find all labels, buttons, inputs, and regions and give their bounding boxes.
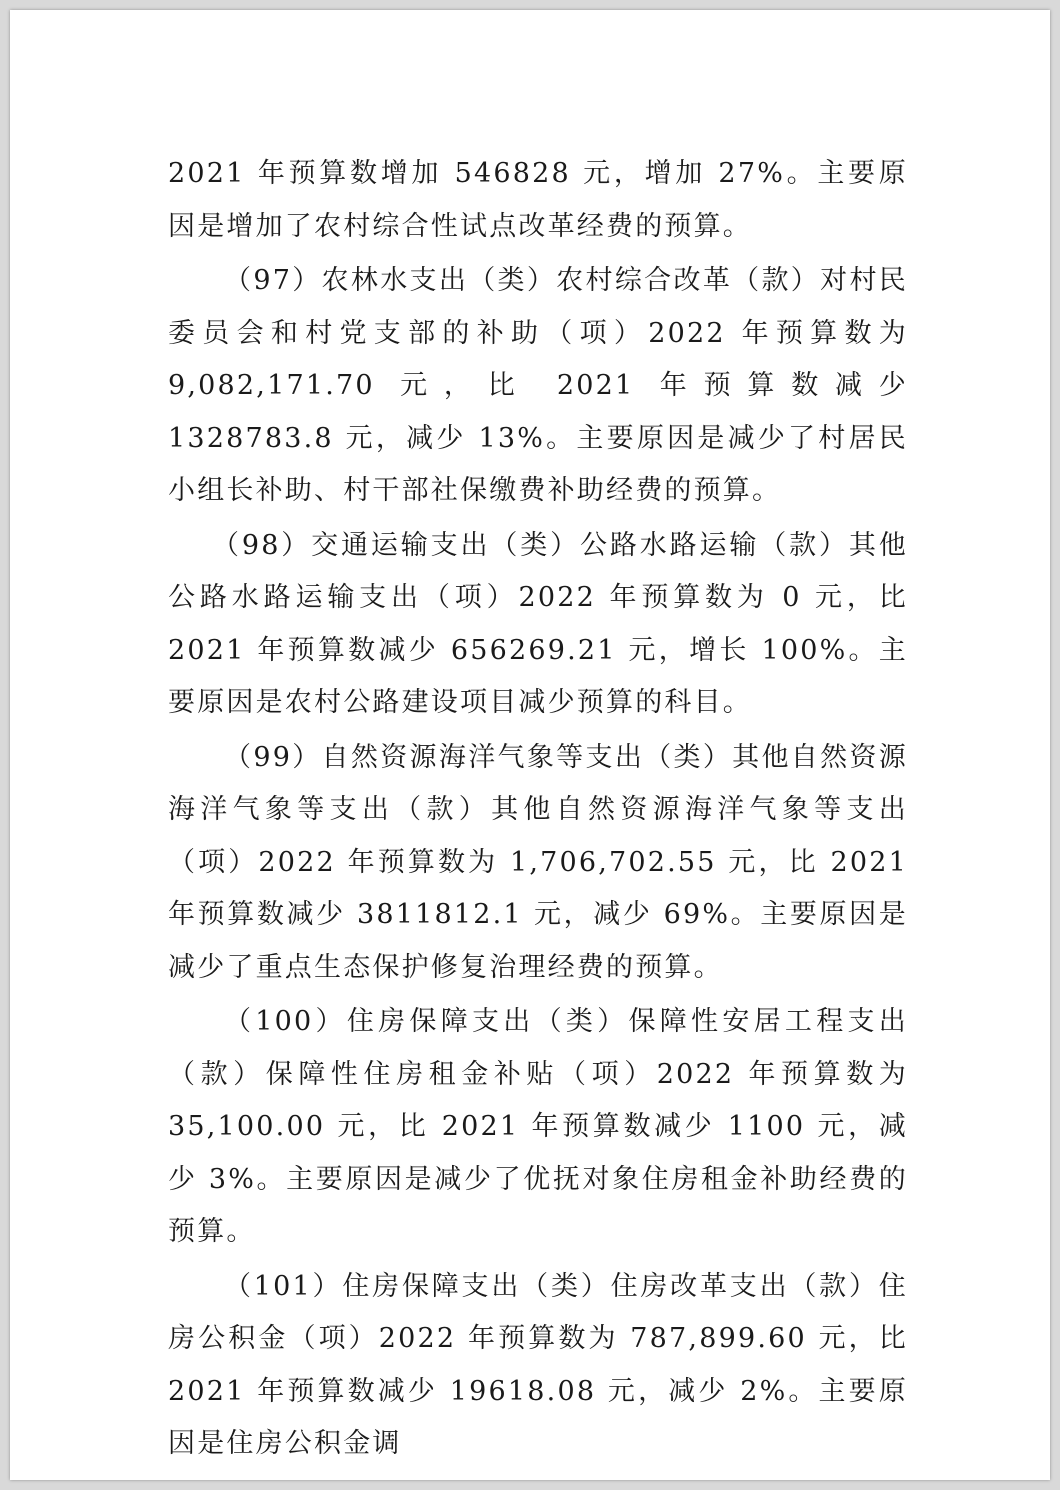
paragraph-item-99: （99）自然资源海洋气象等支出（类）其他自然资源海洋气象等支出（款）其他自然资源海洋气象等支出（项）2022 年预算数为 1,706,702.55 元，比 2021 年预算数减少 3811812.1 元，减少 69%。主要原因是减少了重点生态保护修复治理经费的预算。 <box>168 741 908 983</box>
paragraph-item-97: （97）农林水支出（类）农村综合改革（款）对村民委员会和村党支部的补助（项）2022 年预算数为 9,082,171.70 元，比 2021 年预算数减少 1328783.8 元，减少 13%。主要原因是减少了村居民小组长补助、村干部社保缴费补助经费的预算。 <box>168 265 908 506</box>
document-page <box>10 10 1050 1480</box>
paragraph-item-100: （100）住房保障支出（类）保障性安居工程支出（款）保障性住房租金补贴（项）2022 年预算数为 35,100.00 元，比 2021 年预算数减少 1100 元，减少 3%。主要原因是减少了优抚对象住房租金补助经费的预算。 <box>168 1006 908 1247</box>
paragraph-item-98: （98）交通运输支出（类）公路水路运输（款）其他公路水路运输支出（项）2022 年预算数为 0 元，比 2021 年预算数减少 656269.21 元，增长 100%。主要原因是农村公路建设项目减少预算的科目。 <box>168 529 908 718</box>
document-body <box>168 148 908 1473</box>
paragraph-item-101: （101）住房保障支出（类）住房改革支出（款）住房公积金（项）2022 年预算数为 787,899.60 元，比 2021 年预算数减少 19618.08 元，减少 2%。主要原因是住房公积金调 <box>168 1270 908 1459</box>
paragraph-continuation: 2021 年预算数增加 546828 元，增加 27%。主要原因是增加了农村综合性试点改革经费的预算。 <box>168 158 908 242</box>
